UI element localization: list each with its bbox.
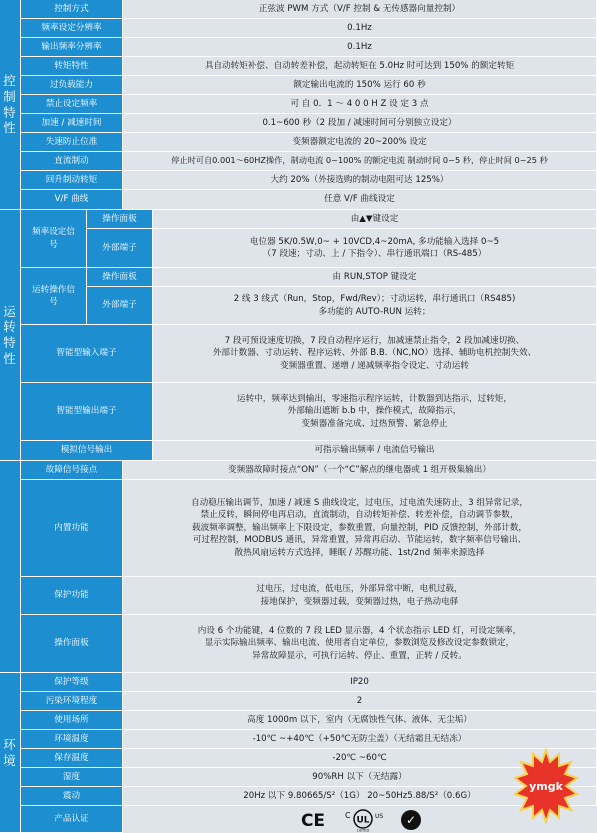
row-label: 输出频率分辨率 xyxy=(21,38,123,57)
run-panel-label: 操作面板 xyxy=(87,268,153,287)
group-control: 控 制 特 性 xyxy=(0,0,21,210)
row-value: 0.1Hz xyxy=(123,19,597,38)
freq-external-value: 电位器 5K/0.5W,0~ + 10VCD,4~20mA, 多功能输入选择 0~5 （7 段速；寸动、上 / 下指令）、串行通讯端口（RS-485） xyxy=(153,229,597,268)
run-external-value: 2 线 3 线式（Run，Stop，Fwd/Rev）；寸动运转，串行通讯口（RS485) 多功能的 AUTO-RUN 运转； xyxy=(153,287,597,325)
analog-output-value: 可指示输出频率 / 电流信号输出 xyxy=(153,441,597,461)
row-value: 0.1~600 秒（2 段加 / 减速时间可分别独立设定） xyxy=(123,114,597,133)
c-tick-mark-icon xyxy=(400,809,422,831)
analog-output-label: 模拟信号输出 xyxy=(21,441,153,461)
freq-panel-value: 由▲▼键设定 xyxy=(153,210,597,229)
row-value: 过电压，过电流，低电压，外部异常中断，电机过载， 接地保护，变频器过载，变频器过热，电子热动电驿 xyxy=(123,577,597,615)
row-value: 90%RH 以下（无结露） xyxy=(123,768,597,787)
row-value: -20℃ ~60℃ xyxy=(123,749,597,768)
run-panel-value: 由 RUN,STOP 键设定 xyxy=(153,268,597,287)
row-value: 任意 V/F 曲线设定 xyxy=(123,190,597,210)
row-label: 震动 xyxy=(21,787,123,806)
group-operation: 运 转 特 性 xyxy=(0,210,21,461)
row-value: 变频器额定电流的 20~200% 设定 xyxy=(123,133,597,152)
row-value: 2 xyxy=(123,692,597,711)
run-external-label: 外部端子 xyxy=(87,287,153,325)
row-value: IP20 xyxy=(123,673,597,692)
row-value: -10℃ ~+40℃（+50℃无防尘盖）（无结霜且无结冻） xyxy=(123,730,597,749)
row-label: 操作面板 xyxy=(21,615,123,673)
row-value: 正弦波 PWM 方式（V/F 控制 & 无传感器向量控制） xyxy=(123,0,597,19)
row-label: 控制方式 xyxy=(21,0,123,19)
row-label: 保护等级 xyxy=(21,673,123,692)
row-label: 使用场所 xyxy=(21,711,123,730)
row-label: 加速 / 减速时间 xyxy=(21,114,123,133)
row-label: V/F 曲线 xyxy=(21,190,123,210)
row-value: 自动稳压输出调节，加速 / 减速 S 曲线设定，过电压，过电流失速防止，3 组异常记录， 禁止反转，瞬间停电再启动，直流制动，自动转矩补偿、转差补偿，自动调节参数， 载波频率调整，输出频率上下限设定，参数重置，向量控制，PID 反馈控制，外部计数， 可过程控制，MODBUS 通讯，异常重置，异常再启动、节能运转，数字频率信号输出、 散热风扇运转方式选择，睡眠 / 苏醒功能、1st/2nd 频率来源选择 xyxy=(123,480,597,577)
row-label: 转矩特性 xyxy=(21,57,123,76)
cul-listed-text: LISTED xyxy=(356,828,370,832)
row-value: 额定输出电流的 150% 运行 60 秒 xyxy=(123,76,597,95)
cul-us-listed-mark-icon xyxy=(342,808,386,832)
row-label: 保护功能 xyxy=(21,577,123,615)
row-label: 内置功能 xyxy=(21,480,123,577)
row-label: 故障信号接点 xyxy=(21,461,123,480)
c-tick-glyph: ✓ xyxy=(405,812,417,827)
ce-mark-text: CE xyxy=(300,810,326,831)
row-label: 保存温度 xyxy=(21,749,123,768)
certification-label: 产品认证 xyxy=(21,806,123,833)
smart-input-label: 智能型输入端子 xyxy=(21,325,153,383)
smart-input-value: 7 段可预设速度切换，7 段自动程序运行，加减速禁止指令，2 段加减速切换、 外部计数器、寸动运转、程序运转、外部 B.B.（NC,NO）选择、辅助电机控制失效、 变频器重置、递增 / 递减频率指令设定、寸动运转 xyxy=(153,325,597,383)
row-label: 过负载能力 xyxy=(21,76,123,95)
row-value: 具自动转矩补偿、自动转差补偿，起动转矩在 5.0Hz 时可达到 150% 的额定转矩 xyxy=(123,57,597,76)
freq-panel-label: 操作面板 xyxy=(87,210,153,229)
freq-external-label: 外部端子 xyxy=(87,229,153,268)
smart-output-value: 运转中，频率达到输出，零速指示程序运转，计数器到达指示，过转矩， 外部输出遮断 b.b 中，操作模式，故障指示， 变频器准备完成、过热预警、紧急停止 xyxy=(153,383,597,441)
watermark-stamp-icon xyxy=(511,748,581,824)
row-value: 大约 20%（外接选购的制动电阻可达 125%） xyxy=(123,171,597,190)
row-label: 湿度 xyxy=(21,768,123,787)
stamp-text: ymgk xyxy=(529,780,563,793)
freq-setting-label: 频率设定信 号 xyxy=(21,210,87,268)
run-signal-label: 运转操作信 号 xyxy=(21,268,87,325)
row-label: 环境温度 xyxy=(21,730,123,749)
ce-mark-icon xyxy=(298,809,328,831)
cul-c-text: C xyxy=(345,810,351,820)
row-label: 直流制动 xyxy=(21,152,123,171)
row-value: 内设 6 个功能键，4 位数的 7 段 LED 显示器，4 个状态指示 LED 灯，可设定频率， 显示实际输出频率、输出电流、使用者自定单位，参数浏览及修改设定参数锁定， 异常故障显示，可执行运转、停止、重置，正转 / 反转。 xyxy=(123,615,597,673)
row-label: 禁止设定频率 xyxy=(21,95,123,114)
smart-output-label: 智能型输出端子 xyxy=(21,383,153,441)
row-value: 可 自 0．1 ～ 4 0 0 H Z 设 定 3 点 xyxy=(123,95,597,114)
row-value: 20Hz 以下 9.80665/S²（1G） 20~50Hz5.88/S²（0.6G） xyxy=(123,787,597,806)
row-label: 频率设定分辨率 xyxy=(21,19,123,38)
row-value: 0.1Hz xyxy=(123,38,597,57)
row-label: 污染环境程度 xyxy=(21,692,123,711)
row-label: 回升制动转矩 xyxy=(21,171,123,190)
row-value: 变频器故障时接点“ON”（一个“C”解点的继电器或 1 组开极集输出） xyxy=(123,461,597,480)
row-value: 停止时可自0.001～60HZ操作，制动电流 0~100% 的额定电流 制动时间 0~5 秒，停止时间 0~25 秒 xyxy=(123,152,597,171)
row-label: 失速防止位准 xyxy=(21,133,123,152)
group-environment: 环 境 xyxy=(0,673,21,833)
group-blank xyxy=(0,461,21,673)
ul-text: UL xyxy=(356,815,370,825)
cul-us-text: US xyxy=(375,812,384,820)
row-value: 高度 1000m 以下，室内（无腐蚀性气体、液体、无尘垢） xyxy=(123,711,597,730)
